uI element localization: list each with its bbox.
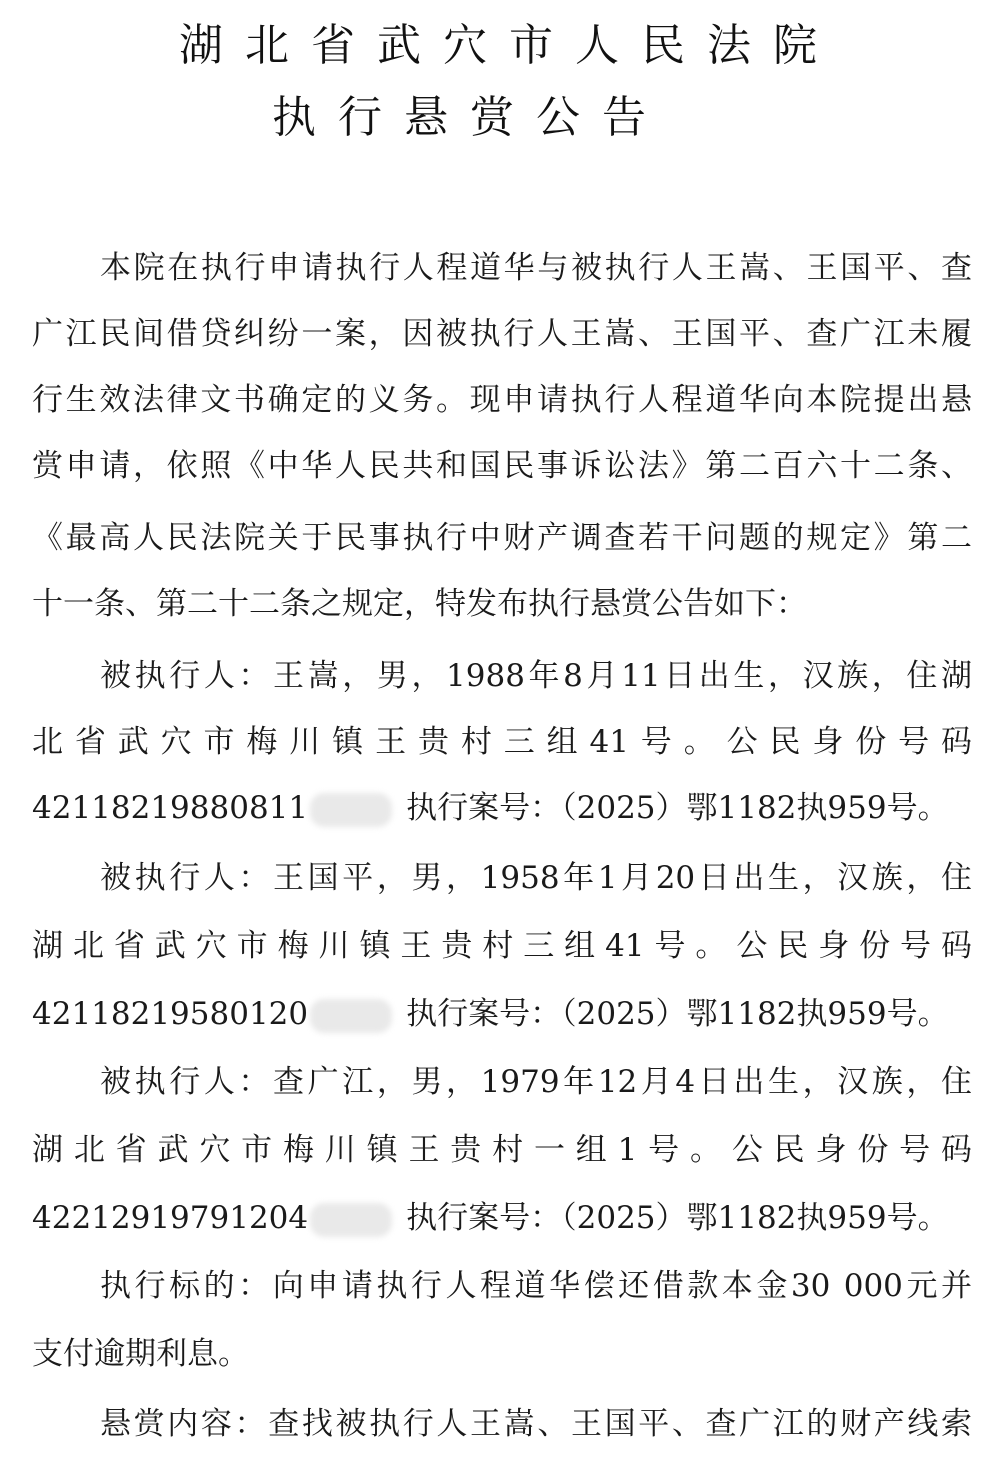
- execution-subject-cont: 支付逾期利息。: [32, 1336, 249, 1372]
- execution-subject: 执行标的：向申请执行人程道华偿还借款本金30 000元并: [100, 1268, 972, 1304]
- intro-line: 十一条、第二十二条之规定，特发布执行悬赏公告如下：: [32, 586, 807, 622]
- intro-line: 本院在执行申请执行人程道华与被执行人王嵩、王国平、查: [100, 250, 972, 286]
- person-1-id-number: 42118219880811: [32, 790, 309, 826]
- intro-line: 赏申请，依照《中华人民共和国民事诉讼法》第二百六十二条、: [32, 448, 972, 484]
- person-2-id-line: [32, 994, 949, 1034]
- person-3-id-number: 42212919791204: [32, 1200, 309, 1236]
- person-2-case-number: 执行案号：（2025）鄂1182执959号。: [406, 996, 949, 1032]
- intro-line: 广江民间借贷纠纷一案，因被执行人王嵩、王国平、查广江未履: [32, 316, 972, 352]
- redaction-blur: [310, 999, 392, 1033]
- person-1-id-line: [32, 788, 949, 828]
- reward-content: 悬赏内容：查找被执行人王嵩、王国平、查广江的财产线索: [100, 1406, 972, 1442]
- person-3-info: 被执行人：查广江，男，1979年12月4日出生，汉族，住: [100, 1064, 972, 1100]
- person-3-address: 湖北省武穴市梅川镇王贵村一组1号。公民身份号码: [32, 1132, 972, 1168]
- redaction-blur: [310, 1203, 392, 1237]
- notice-title-heading: 执行悬赏公告: [272, 92, 668, 143]
- intro-line: 行生效法律文书确定的义务。现申请执行人程道华向本院提出悬: [32, 382, 972, 418]
- redaction-blur: [310, 793, 392, 827]
- person-3-case-number: 执行案号：（2025）鄂1182执959号。: [406, 1200, 949, 1236]
- court-name-heading: 湖北省武穴市人民法院: [179, 20, 839, 71]
- person-1-info: 被执行人：王嵩，男，1988年8月11日出生，汉族，住湖: [100, 658, 972, 694]
- person-1-case-number: 执行案号：（2025）鄂1182执959号。: [406, 790, 949, 826]
- person-2-info: 被执行人：王国平，男，1958年1月20日出生，汉族，住: [100, 860, 972, 896]
- intro-line: 《最高人民法院关于民事执行中财产调查若干问题的规定》第二: [32, 520, 972, 556]
- person-3-id-line: [32, 1198, 949, 1238]
- person-2-address: 湖北省武穴市梅川镇王贵村三组41号。公民身份号码: [32, 928, 972, 964]
- person-2-id-number: 42118219580120: [32, 996, 309, 1032]
- person-1-address: 北省武穴市梅川镇王贵村三组41号。公民身份号码: [32, 724, 972, 760]
